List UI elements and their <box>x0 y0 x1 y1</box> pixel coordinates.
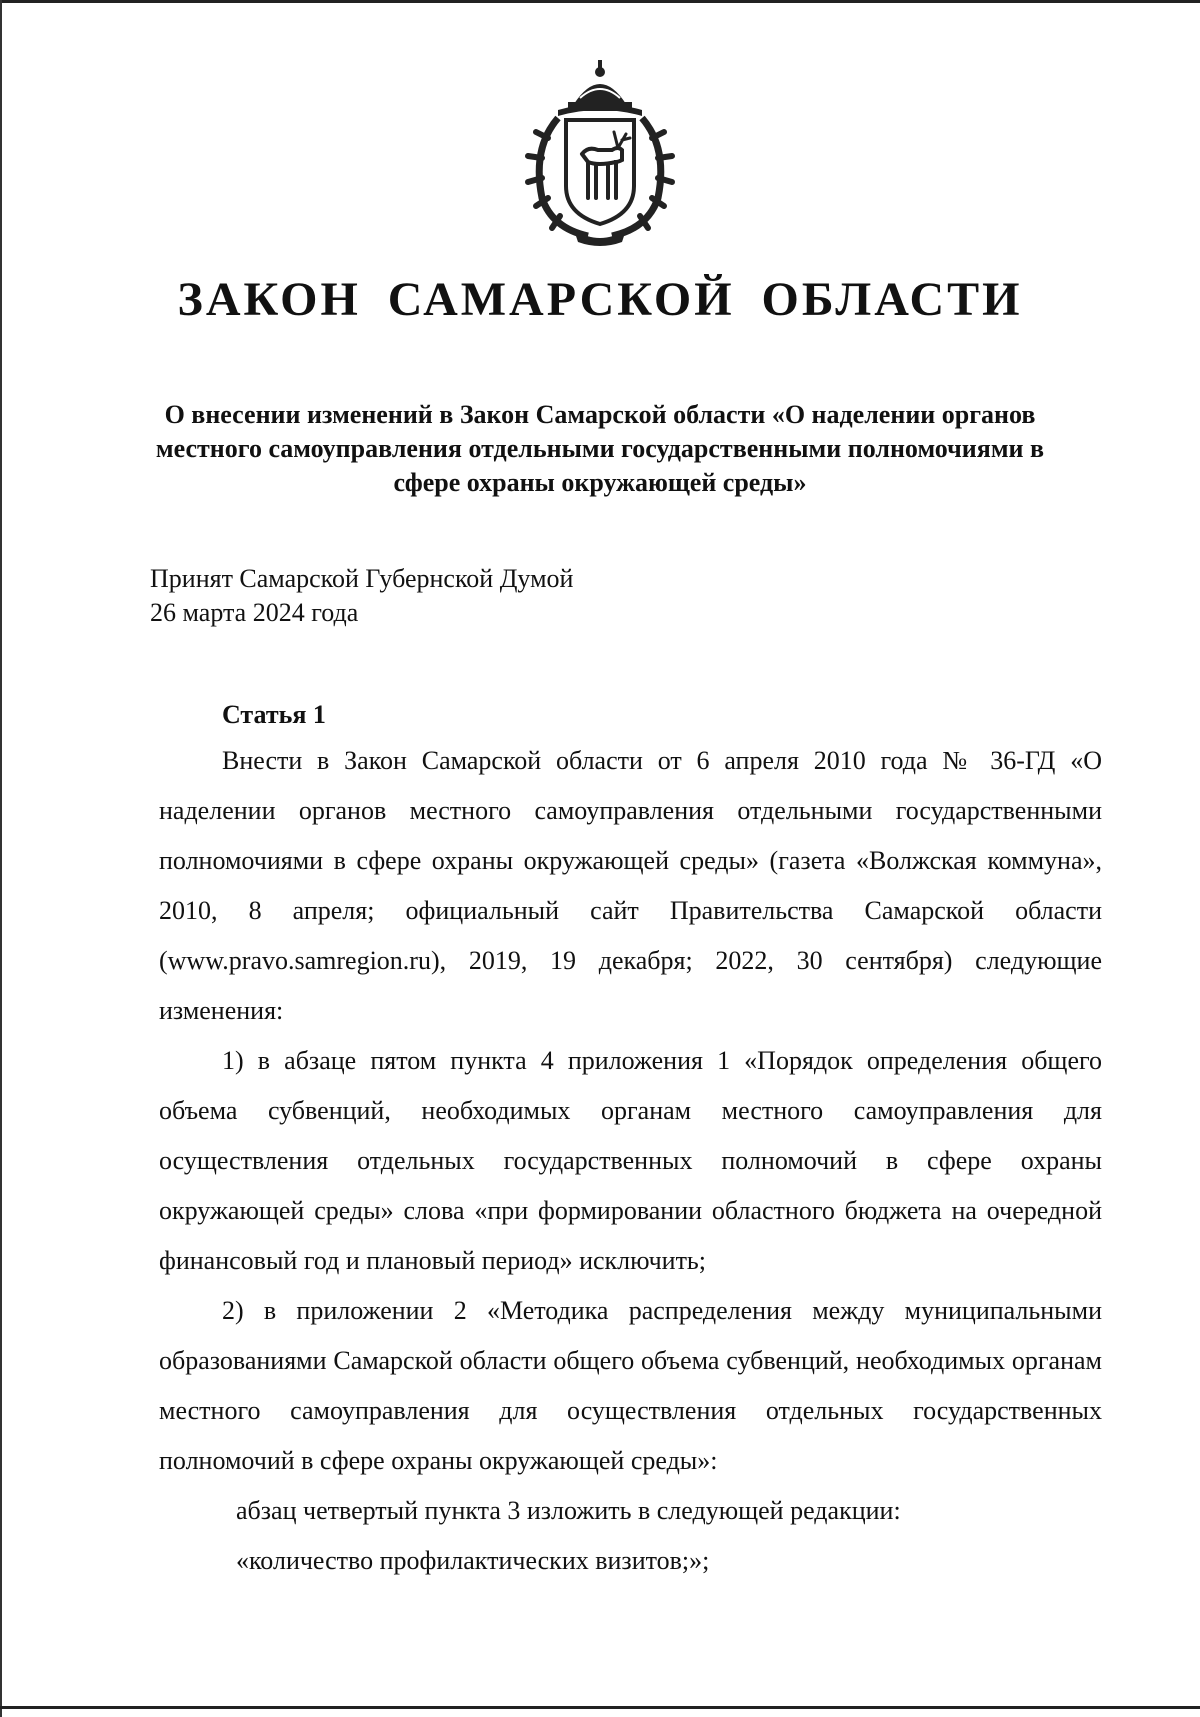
article-body <box>159 736 1102 1586</box>
paragraph: 2) в приложении 2 «Методика распределения между муниципальными образованиями Самарской области общего объема субвенций, необходимых органам местного самоуправления для осуществления отдельных государственных полномочий в сфере охраны окружающей среды»: <box>159 1296 1102 1475</box>
paragraph: 1) в абзаце пятом пункта 4 приложения 1 «Порядок определения общего объема субвенций, необходимых органам местного самоуправления для осуществления отдельных государственных полномочий в сфере охраны окружающей среды» слова «при формировании областного бюджета на очередной финансовый год и плановый период» исключить; <box>159 1046 1102 1275</box>
scan-top-edge <box>0 0 1200 3</box>
adopted-by: Принят Самарской Губернской Думой <box>150 564 574 593</box>
scan-bottom-edge <box>0 1706 1200 1709</box>
law-subject-heading: О внесении изменений в Закон Самарской области «О наделении органов местного самоуправления отдельными государственными полномочиями в сфере охраны окружающей среды» <box>155 400 1045 497</box>
document-title: ЗАКОН САМАРСКОЙ ОБЛАСТИ <box>177 273 1023 326</box>
paragraph: «количество профилактических визитов;»; <box>236 1546 710 1575</box>
coat-of-arms-emblem <box>518 58 682 248</box>
scan-left-edge <box>0 0 2 1717</box>
paragraph: Внести в Закон Самарской области от 6 апреля 2010 года № 36-ГД «О наделении органов местного самоуправления отдельными государственными полномочиями в сфере охраны окружающей среды» (газета «Волжская коммуна», 2010, 8 апреля; официальный сайт Правительства Самарской области (www.pravo.samregion.ru), 2019, 19 декабря; 2022, 30 сентября) следующие изменения: <box>159 746 1102 1025</box>
adoption-info <box>150 562 750 630</box>
paragraph: абзац четвертый пункта 3 изложить в следующей редакции: <box>236 1496 901 1525</box>
article-heading: Статья 1 <box>222 700 326 729</box>
adopted-date: 26 марта 2024 года <box>150 598 359 627</box>
